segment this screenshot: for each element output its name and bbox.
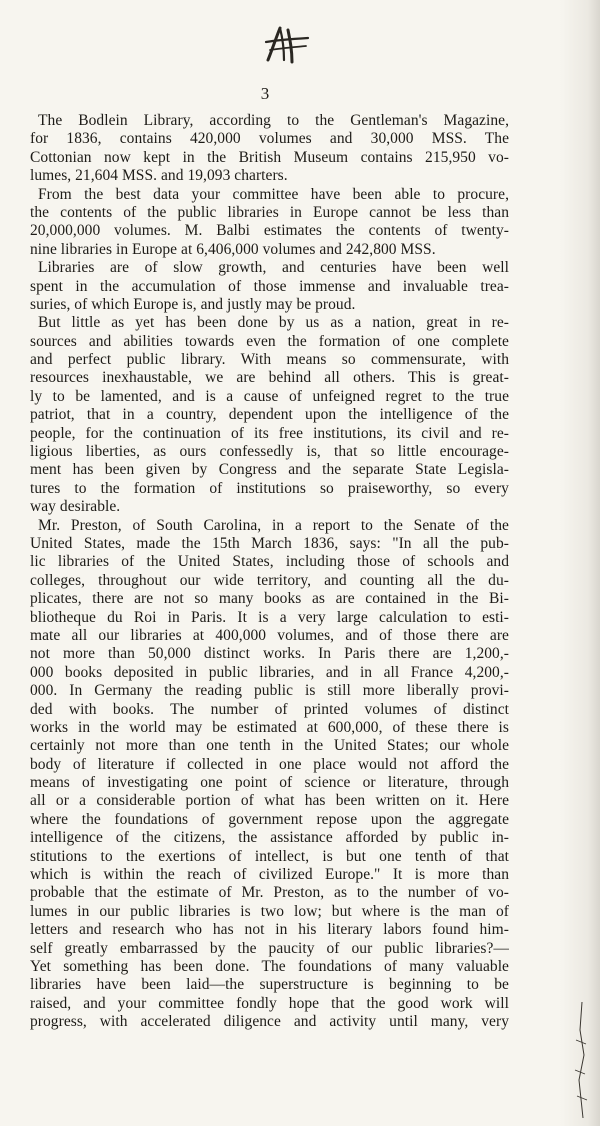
text-line: resources inexhaustable, we are behind all others. This is great- bbox=[30, 369, 509, 387]
text-line: nine libraries in Europe at 6,406,000 volumes and 242,800 MSS. bbox=[30, 240, 436, 258]
page-number: 3 bbox=[260, 84, 270, 103]
text-line: all or a considerable portion of what has been written on it. Here bbox=[30, 792, 509, 810]
text-line: people, for the continuation of its free institutions, its civil and re- bbox=[30, 424, 509, 442]
text-line: United States, made the 15th March 1836, says: "In all the pub- bbox=[30, 534, 509, 552]
text-line: certainly not more than one tenth in the United States; our whole bbox=[30, 737, 509, 755]
text-line: 000. In Germany the reading public is still more liberally provi- bbox=[30, 682, 509, 700]
text-line: From the best data your committee have been able to procure, bbox=[38, 185, 509, 203]
text-line: progress, with accelerated diligence and activity until many, very bbox=[30, 1013, 509, 1031]
text-line: The Bodlein Library, according to the Gentleman's Magazine, bbox=[38, 112, 509, 129]
text-line: means of investigating one point of science or literature, through bbox=[30, 774, 509, 792]
text-line: libraries have been laid—the superstructure is beginning to be bbox=[30, 976, 509, 994]
text-line: 20,000,000 volumes. M. Balbi estimates the contents of twenty- bbox=[30, 222, 509, 240]
text-line: which is within the reach of civilized Europe." It is more than bbox=[30, 866, 509, 884]
text-line: stitutions to the exertions of intellect, is but one tenth of that bbox=[30, 847, 509, 865]
page-edge-shadow bbox=[560, 0, 600, 1126]
text-line: But little as yet has been done by us as a nation, great in re- bbox=[38, 314, 509, 332]
text-line: lumes, 21,604 MSS. and 19,093 charters. bbox=[30, 167, 288, 185]
text-line: body of literature if collected in one place would not afford the bbox=[30, 755, 509, 773]
text-line: plicates, there are not so many books as are contained in the Bi- bbox=[30, 590, 509, 608]
margin-scribble bbox=[570, 1000, 592, 1120]
text-line: tures to the formation of institutions so praiseworthy, so every bbox=[30, 479, 509, 497]
text-line: the contents of the public libraries in Europe cannot be less than bbox=[30, 203, 509, 221]
text-line: intelligence of the citizens, the assistance afforded by public in- bbox=[30, 829, 509, 847]
text-line: self greatly embarrassed by the paucity of our public libraries?— bbox=[30, 939, 509, 957]
text-line: 000 books deposited in public libraries, and in all France 4,200,- bbox=[30, 663, 509, 681]
text-line: spent in the accumulation of those immense and invaluable trea- bbox=[30, 277, 509, 295]
text-line: ment has been given by Congress and the separate State Legisla- bbox=[30, 461, 509, 479]
text-line: bliotheque du Roi in Paris. It is a very large calculation to esti- bbox=[30, 608, 509, 626]
body-text bbox=[30, 112, 509, 1032]
text-line: works in the world may be estimated at 600,000, of these there is bbox=[30, 718, 509, 736]
text-line: colleges, throughout our wide territory, and counting all the du- bbox=[30, 571, 509, 589]
text-line: ligious liberties, as ours confessedly is, that so little encourage- bbox=[30, 443, 509, 461]
text-line: lumes in our public libraries is two low; but where is the man of bbox=[30, 902, 509, 920]
text-line: lic libraries of the United States, including those of schools and bbox=[30, 553, 509, 571]
text-line: Cottonian now kept in the British Museum contains 215,950 vo- bbox=[30, 148, 509, 166]
text-line: and perfect public library. With means so commensurate, with bbox=[30, 351, 509, 369]
text-line: probable that the estimate of Mr. Preston, as to the number of vo- bbox=[30, 884, 509, 902]
text-line: ly to be lamented, and is a cause of unfeigned regret to the true bbox=[30, 387, 509, 405]
text-line: mate all our libraries at 400,000 volumes, and of those there are bbox=[30, 626, 509, 644]
text-line: ded with books. The number of printed volumes of distinct bbox=[30, 700, 509, 718]
text-line: raised, and your committee fondly hope that the good work will bbox=[30, 994, 509, 1012]
text-line: Yet something has been done. The foundations of many valuable bbox=[30, 957, 509, 975]
text-line: not more than 50,000 distinct works. In Paris there are 1,200,- bbox=[30, 645, 509, 663]
text-line: for 1836, contains 420,000 volumes and 30,000 MSS. The bbox=[30, 130, 509, 148]
text-line: letters and research who has not in his literary labors found him- bbox=[30, 921, 509, 939]
text-line: Libraries are of slow growth, and centuries have been well bbox=[38, 259, 509, 277]
text-line: patriot, that in a country, dependent upon the intelligence of the bbox=[30, 406, 509, 424]
text-line: where the foundations of government repose upon the aggregate bbox=[30, 810, 509, 828]
text-line: sources and abilities towards even the formation of one complete bbox=[30, 332, 509, 350]
text-line: suries, of which Europe is, and justly may be proud. bbox=[30, 295, 356, 313]
handwritten-folio-mark bbox=[262, 22, 312, 68]
text-line: Mr. Preston, of South Carolina, in a report to the Senate of the bbox=[38, 516, 509, 534]
text-line: way desirable. bbox=[30, 498, 121, 516]
